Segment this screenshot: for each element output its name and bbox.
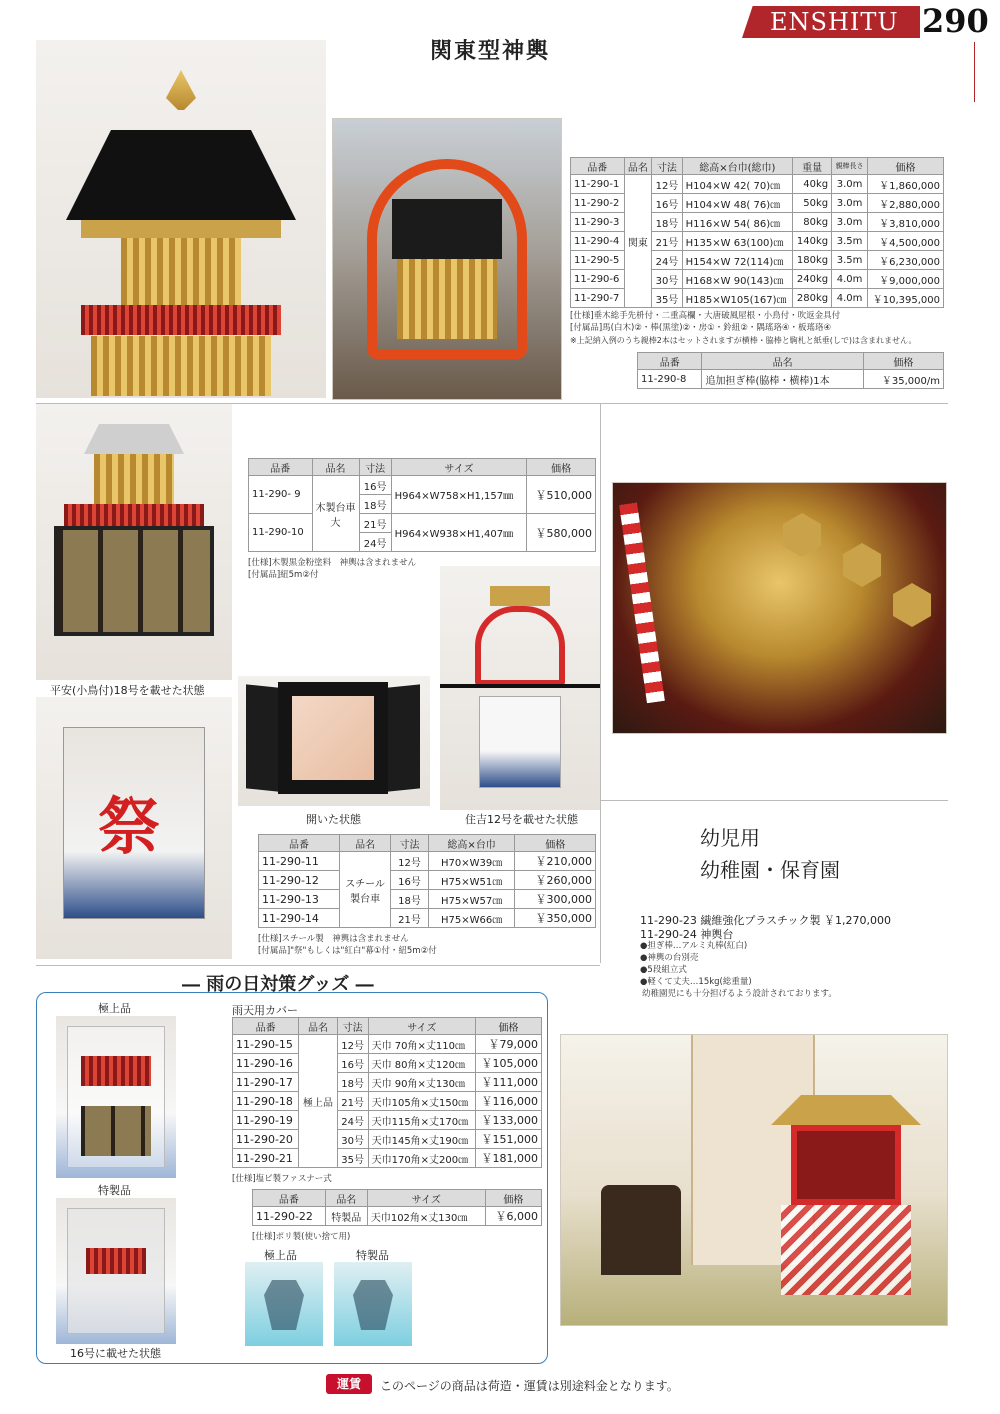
cell-dims: H75×W57㎝ — [428, 890, 515, 909]
bag-premium-image — [245, 1262, 323, 1346]
cell-price: ￥6,000 — [485, 1207, 541, 1226]
ornament-closeup-photo — [612, 482, 947, 734]
cell-code: 11-290-22 — [253, 1207, 326, 1226]
cell-code: 11-290-10 — [249, 514, 313, 552]
table-row — [638, 370, 944, 389]
cell-code: 11-290-12 — [259, 871, 340, 890]
kids-bullet: ●5段組立式 — [640, 965, 687, 975]
cell-size: 21号 — [391, 909, 429, 928]
cell-price: ￥210,000 — [515, 852, 596, 871]
cell-size: 21号 — [359, 514, 391, 533]
cell-size: 21号 — [337, 1092, 368, 1111]
col-header: サイズ — [367, 1190, 485, 1207]
margin-rule — [974, 42, 975, 102]
cell-size: 16号 — [359, 476, 391, 495]
kanto-note-spec: [仕様]垂木総手先枡付・二重高欄・大唐破風屋根・小鳥付・吹返金具付 — [570, 311, 841, 321]
col-header: サイズ — [391, 459, 527, 476]
cell-weight: 280kg — [793, 289, 832, 308]
cell-size: 24号 — [337, 1111, 368, 1130]
bullet-icon: ● — [640, 977, 648, 987]
header-brand: ENSHITU — [770, 8, 899, 36]
col-header: 品名 — [702, 353, 863, 370]
cell-code: 11-290-3 — [571, 213, 625, 232]
wooden-cart-caption: 平安(小鳥付)18号を載せた状態 — [50, 684, 205, 697]
cell-dims: 天巾 70角×丈110㎝ — [368, 1035, 475, 1054]
festival-char: 祭 — [98, 790, 161, 863]
cell-dims: 天巾 90角×丈130㎝ — [368, 1073, 475, 1092]
steel-cart-festival-photo — [36, 697, 232, 959]
steel-cart-loaded-caption: 住吉12号を載せた状態 — [465, 813, 578, 826]
rain-poly-table — [252, 1189, 542, 1226]
col-header: 品番 — [259, 835, 340, 852]
divider — [600, 800, 948, 801]
cell-price: ￥4,500,000 — [867, 232, 943, 251]
col-header: 品名 — [325, 1190, 367, 1207]
cell-code: 11-290-7 — [571, 289, 625, 308]
table-row — [249, 514, 596, 533]
cell-dims: H185×W105(167)㎝ — [682, 289, 792, 308]
kids-bullet: ●担ぎ棒…アルミ丸棒(紅白) — [640, 941, 748, 951]
table-row — [233, 1092, 542, 1111]
col-header: 品番 — [253, 1190, 326, 1207]
cell-code: 11-290-2 — [571, 194, 625, 213]
cell-size: 24号 — [359, 533, 391, 552]
table-row — [259, 890, 596, 909]
kids-title-line2: 幼稚園・保育園 — [700, 858, 840, 882]
table-row — [253, 1207, 542, 1226]
cell-size: 12号 — [391, 852, 429, 871]
cell-price: ￥350,000 — [515, 909, 596, 928]
col-header: 品番 — [638, 353, 702, 370]
table-row — [233, 1054, 542, 1073]
kids-product-2: 11-290-24 神輿台 — [640, 928, 734, 941]
col-header: 寸法 — [359, 459, 391, 476]
cell-dims: 天巾105角×丈150㎝ — [368, 1092, 475, 1111]
cell-dims: H75×W51㎝ — [428, 871, 515, 890]
cell-price: ￥1,860,000 — [867, 175, 943, 194]
cell-size: 30号 — [337, 1130, 368, 1149]
cell-code: 11-290-14 — [259, 909, 340, 928]
rain-caption-16: 16号に載せた状態 — [70, 1347, 161, 1360]
table-row — [249, 476, 596, 495]
rain-note-poly: [仕様]ポリ製(使い捨て用) — [252, 1232, 351, 1242]
cell-weight: 80kg — [793, 213, 832, 232]
cell-code: 11-290-17 — [233, 1073, 299, 1092]
cell-size: 21号 — [652, 232, 682, 251]
steel-cart-note-spec: [仕様]スチール製 神輿は含まれません — [258, 934, 409, 944]
table-row — [259, 909, 596, 928]
col-header: 品番 — [571, 158, 625, 175]
cell-price: ￥151,000 — [476, 1130, 542, 1149]
rain-cover-premium-photo — [56, 1016, 176, 1178]
cell-price: ￥260,000 — [515, 871, 596, 890]
steel-cart-open-caption: 開いた状態 — [306, 813, 361, 826]
table-row — [233, 1035, 542, 1054]
cell-price: ￥181,000 — [476, 1149, 542, 1168]
cell-product-name: 関東 — [624, 175, 652, 308]
cell-dims: H75×W66㎝ — [428, 909, 515, 928]
cell-weight: 140kg — [793, 232, 832, 251]
cell-weight: 40kg — [793, 175, 832, 194]
table-row — [233, 1073, 542, 1092]
divider — [600, 403, 601, 963]
cell-price: ￥580,000 — [527, 514, 596, 552]
cell-size: 30号 — [652, 270, 682, 289]
table-row — [259, 871, 596, 890]
cell-dims: H964×W758×H1,157㎜ — [391, 476, 527, 514]
kanto-note-remark: ※上記納入例のうち親棒2本はセットされますが横棒・脇棒と駒札と紙垂(しで)は含まれません。 — [570, 336, 917, 345]
section-title-kanto: 関東型神輿 — [430, 38, 551, 64]
cell-code: 11-290-19 — [233, 1111, 299, 1130]
col-header: 寸法 — [652, 158, 682, 175]
bullet-icon: ● — [640, 953, 648, 963]
cell-price: ￥300,000 — [515, 890, 596, 909]
cell-code: 11-290-13 — [259, 890, 340, 909]
wooden-cart-note-accessories: [付属品]紐5m②付 — [248, 570, 319, 580]
cell-dims: H135×W 63(100)㎝ — [682, 232, 792, 251]
bag-label-premium: 極上品 — [264, 1249, 297, 1262]
cell-price: ￥2,880,000 — [867, 194, 943, 213]
col-header: 品名 — [624, 158, 652, 175]
cell-code: 11-290-6 — [571, 270, 625, 289]
col-header: 品番 — [249, 459, 313, 476]
cell-dims: 天巾115角×丈170㎝ — [368, 1111, 475, 1130]
cell-pole: 3.5m — [832, 251, 868, 270]
kanto-mikoshi-photo — [36, 40, 326, 398]
cell-size: 24号 — [652, 251, 682, 270]
col-header: 品名 — [340, 835, 391, 852]
cell-size: 18号 — [391, 890, 429, 909]
cell-product-name: 極上品 — [299, 1035, 337, 1168]
col-header: 価格 — [863, 353, 943, 370]
col-header: サイズ — [368, 1018, 475, 1035]
wooden-cart-table — [248, 458, 596, 552]
rain-cover-special-photo — [56, 1198, 176, 1344]
table-row — [233, 1149, 542, 1168]
kanto-festival-photo — [332, 118, 562, 400]
cell-dims: H154×W 72(114)㎝ — [682, 251, 792, 270]
cell-dims: H168×W 90(143)㎝ — [682, 270, 792, 289]
cell-size: 18号 — [652, 213, 682, 232]
cell-dims: 天巾 80角×丈120㎝ — [368, 1054, 475, 1073]
rain-note-spec: [仕様]塩ビ製ファスナー式 — [232, 1174, 332, 1184]
col-header: 品番 — [233, 1018, 299, 1035]
cell-size: 18号 — [359, 495, 391, 514]
table-row — [259, 852, 596, 871]
cell-dims: 天巾145角×丈190㎝ — [368, 1130, 475, 1149]
steel-cart-loaded-photo — [440, 566, 600, 810]
wooden-cart-note-spec: [仕様]木製黒金粉塗料 神輿は含まれません — [248, 558, 417, 568]
rain-cover-table — [232, 1017, 542, 1168]
kanto-note-accessories: [付属品]馬(白木)②・棒(黒塗)②・房①・鈴紐②・隅瑤珞④・板瑤珞④ — [570, 323, 832, 333]
cell-size: 12号 — [652, 175, 682, 194]
cell-weight: 240kg — [793, 270, 832, 289]
cell-pole: 4.0m — [832, 289, 868, 308]
table-row — [571, 175, 944, 194]
cell-dims: H104×W 48( 76)㎝ — [682, 194, 792, 213]
col-header: 親棒長さ — [832, 158, 868, 175]
cell-pole: 3.0m — [832, 194, 868, 213]
cell-code: 11-290-4 — [571, 232, 625, 251]
col-header: 品名 — [299, 1018, 337, 1035]
bullet-icon: ● — [640, 941, 648, 951]
cell-dims: 天巾170角×丈200㎝ — [368, 1149, 475, 1168]
page-number: 290 — [922, 2, 989, 40]
col-header: 価格 — [867, 158, 943, 175]
rain-label-special: 特製品 — [98, 1184, 131, 1197]
steel-cart-table — [258, 834, 596, 928]
cell-dims: H116×W 54( 86)㎝ — [682, 213, 792, 232]
bullet-icon: ● — [640, 965, 648, 975]
cell-price: ￥116,000 — [476, 1092, 542, 1111]
cell-size: 35号 — [337, 1149, 368, 1168]
cell-size: 16号 — [337, 1054, 368, 1073]
kids-bullet: ●軽くて丈夫…15kg(総重量) — [640, 977, 752, 987]
table-row — [233, 1111, 542, 1130]
cell-dims: H104×W 42( 70)㎝ — [682, 175, 792, 194]
bag-label-special: 特製品 — [356, 1249, 389, 1262]
col-header: 総高×台巾 — [428, 835, 515, 852]
cell-size: 35号 — [652, 289, 682, 308]
col-header: 寸法 — [391, 835, 429, 852]
cell-dims: H70×W39㎝ — [428, 852, 515, 871]
cell-price: ￥79,000 — [476, 1035, 542, 1054]
cell-code: 11-290-16 — [233, 1054, 299, 1073]
shipping-badge: 運賃 — [326, 1374, 372, 1394]
cell-price: ￥3,810,000 — [867, 213, 943, 232]
kids-bullet: ●神輿の台別売 — [640, 953, 699, 963]
cell-code: 11-290-20 — [233, 1130, 299, 1149]
cell-size: 18号 — [337, 1073, 368, 1092]
cell-dims: 天巾102角×丈130㎝ — [367, 1207, 485, 1226]
cell-code: 11-290-18 — [233, 1092, 299, 1111]
cell-weight: 180kg — [793, 251, 832, 270]
cell-price: ￥105,000 — [476, 1054, 542, 1073]
bag-special-image — [334, 1262, 412, 1346]
shipping-note: このページの商品は荷造・運賃は別途料金となります。 — [380, 1379, 679, 1393]
cell-code: 11-290-5 — [571, 251, 625, 270]
cell-price: ￥510,000 — [527, 476, 596, 514]
cell-price: ￥111,000 — [476, 1073, 542, 1092]
cell-size: 12号 — [337, 1035, 368, 1054]
kanto-price-table — [570, 157, 944, 308]
kids-product-1: 11-290-23 繊維強化プラスチック製 ￥1,270,000 — [640, 914, 892, 927]
cell-price: ￥35,000/m — [863, 370, 943, 389]
cell-code: 11-290-15 — [233, 1035, 299, 1054]
steel-cart-open-photo — [238, 676, 430, 806]
cell-size: 16号 — [391, 871, 429, 890]
col-header: 価格 — [485, 1190, 541, 1207]
kanto-extra-table — [637, 352, 944, 389]
cell-pole: 3.5m — [832, 232, 868, 251]
cell-price: ￥10,395,000 — [867, 289, 943, 308]
col-header: 品名 — [312, 459, 359, 476]
col-header: 重量 — [793, 158, 832, 175]
table-row — [233, 1130, 542, 1149]
cell-size: 16号 — [652, 194, 682, 213]
rain-section-title: ― 雨の日対策グッズ ― — [182, 974, 374, 995]
rain-label-premium: 極上品 — [98, 1002, 131, 1015]
cell-code: 11-290- 9 — [249, 476, 313, 514]
col-header: 価格 — [476, 1018, 542, 1035]
cell-weight: 50kg — [793, 194, 832, 213]
col-header: 寸法 — [337, 1018, 368, 1035]
cell-price: ￥9,000,000 — [867, 270, 943, 289]
cell-dims: H964×W938×H1,407㎜ — [391, 514, 527, 552]
wooden-cart-photo — [36, 404, 232, 680]
cell-price: ￥133,000 — [476, 1111, 542, 1130]
kids-remark: 幼稚園児にも十分担げるよう設計されております。 — [642, 989, 837, 999]
cell-name: 特製品 — [325, 1207, 367, 1226]
cell-pole: 3.0m — [832, 213, 868, 232]
cell-price: ￥6,230,000 — [867, 251, 943, 270]
col-header: 価格 — [527, 459, 596, 476]
cell-product-name: スチール製台車 — [340, 852, 391, 928]
cell-pole: 4.0m — [832, 270, 868, 289]
kids-mikoshi-room-photo — [560, 1034, 948, 1326]
steel-cart-note-accessories: [付属品]"祭"もしくは"紅白"幕①付・紐5m②付 — [258, 946, 437, 956]
cell-name: 追加担ぎ棒(脇棒・横棒)1本 — [702, 370, 863, 389]
kids-title-line1: 幼児用 — [700, 826, 760, 850]
cell-code: 11-290-1 — [571, 175, 625, 194]
rain-cover-title: 雨天用カバー — [232, 1004, 298, 1017]
col-header: 価格 — [515, 835, 596, 852]
cell-code: 11-290-21 — [233, 1149, 299, 1168]
cell-pole: 3.0m — [832, 175, 868, 194]
divider — [36, 965, 600, 966]
cell-product-name: 木製台車大 — [312, 476, 359, 552]
col-header: 総高×台巾(総巾) — [682, 158, 792, 175]
cell-code: 11-290-8 — [638, 370, 702, 389]
cell-code: 11-290-11 — [259, 852, 340, 871]
